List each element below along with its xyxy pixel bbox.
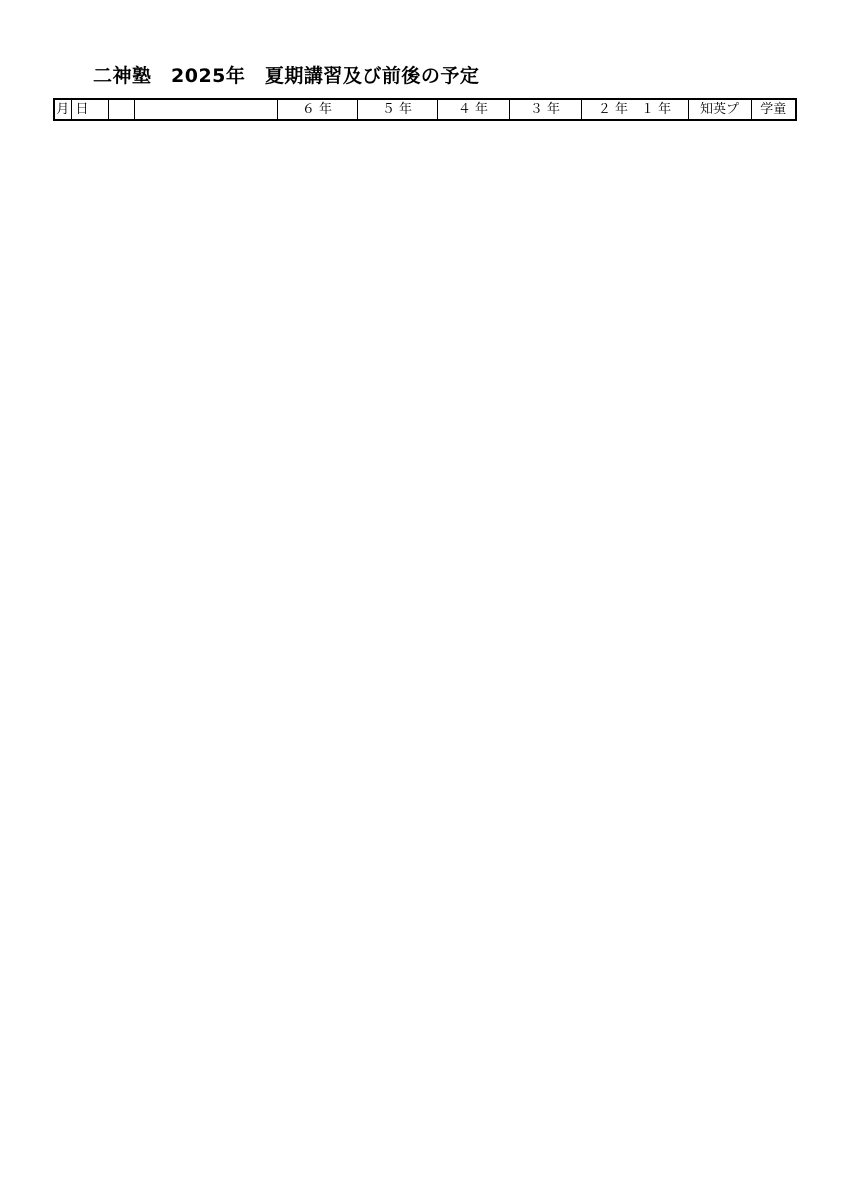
schedule-table [53, 98, 797, 121]
header-day: 日 [71, 99, 108, 120]
header-gakudo: 学童 [751, 99, 796, 120]
header-month: 月 [54, 99, 71, 120]
header-weekday [108, 99, 134, 120]
header-grade5: ５ 年 [357, 99, 437, 120]
page-title: 二神塾 2025年 夏期講習及び前後の予定 [93, 65, 480, 87]
header-grade4: ４ 年 [437, 99, 509, 120]
header-row [54, 99, 796, 120]
header-event [134, 99, 277, 120]
header-chieipu: 知英プ [688, 99, 751, 120]
header-grade2-1: ２ 年 １ 年 [581, 99, 688, 120]
header-grade3: ３ 年 [509, 99, 581, 120]
header-grade6: ６ 年 [277, 99, 357, 120]
